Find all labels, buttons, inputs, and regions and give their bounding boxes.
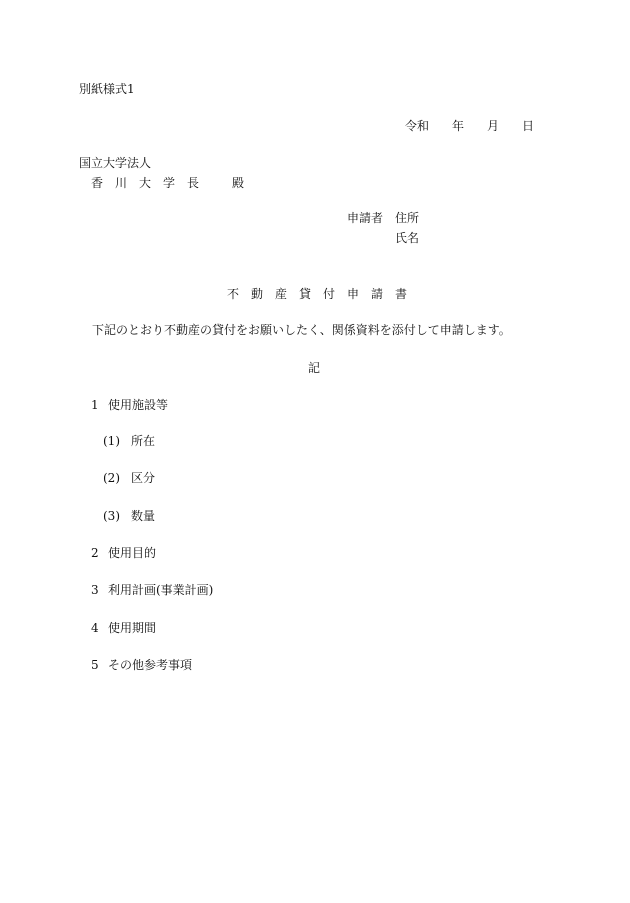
document-title: 不 動 産 貸 付 申 請 書 xyxy=(227,287,408,301)
subitem-label: 区分 xyxy=(131,471,156,485)
intro-text: 下記のとおり不動産の貸付をお願いしたく、関係資料を添付して申請します。 xyxy=(92,323,511,337)
item-number: 1 xyxy=(91,398,99,412)
date-era: 令和 xyxy=(405,119,430,133)
subitem-number: (2) xyxy=(103,471,120,485)
date-month-unit: 月 xyxy=(487,119,500,133)
subitem-number: (1) xyxy=(103,434,120,448)
form-label: 別紙様式1 xyxy=(79,82,135,96)
addressee-title: 香 川 大 学 長 xyxy=(91,176,200,190)
item-label: その他参考事項 xyxy=(108,658,193,672)
item-number: 3 xyxy=(91,583,99,597)
item-number: 5 xyxy=(91,658,99,672)
item-label: 利用計画(事業計画) xyxy=(108,583,214,597)
addressee-honorific: 殿 xyxy=(232,176,245,190)
item-label: 使用施設等 xyxy=(108,398,169,412)
subitem-label: 所在 xyxy=(131,434,156,448)
item-label: 使用目的 xyxy=(108,546,157,560)
subitem-label: 数量 xyxy=(131,509,156,523)
date-year-unit: 年 xyxy=(452,119,465,133)
date-day-unit: 日 xyxy=(522,119,535,133)
applicant-label: 申請者 xyxy=(347,211,384,225)
subitem-number: (3) xyxy=(103,509,120,523)
item-label: 使用期間 xyxy=(108,621,157,635)
applicant-name-label: 氏名 xyxy=(395,231,420,245)
ki-heading: 記 xyxy=(308,361,321,375)
applicant-address-label: 住所 xyxy=(395,211,420,225)
item-number: 2 xyxy=(91,546,99,560)
item-number: 4 xyxy=(91,621,99,635)
addressee-org: 国立大学法人 xyxy=(79,156,152,170)
